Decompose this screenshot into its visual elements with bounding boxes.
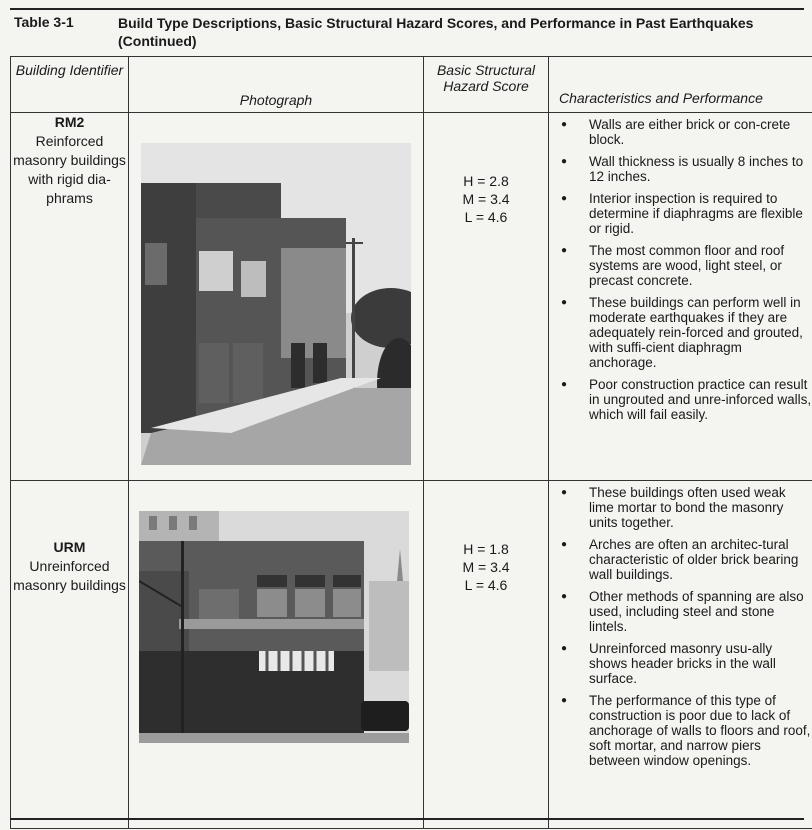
score-moderate: M = 3.4: [462, 191, 510, 207]
list-item: ● Arches are often an architec-tural characteristic of older brick bearing wall buildings.: [549, 537, 812, 582]
photo-cell: [129, 481, 424, 829]
photo-cell: [129, 113, 424, 481]
header-row: [11, 57, 812, 113]
building-type-table: [10, 56, 812, 829]
score-cell: [424, 113, 549, 481]
header-characteristics: Characteristics and Performance: [549, 57, 812, 113]
building-description: Unreinforced masonry buildings: [13, 558, 126, 593]
characteristics-list: [549, 113, 812, 422]
top-rule: [10, 8, 804, 10]
list-item: ● These buildings often used weak lime mortar to bond the masonry units together.: [549, 485, 812, 530]
table-row-urm: [11, 481, 812, 829]
list-item: ● Interior inspection is required to determine if diaphragms are flexible or rigid.: [549, 191, 812, 236]
score-cell: [424, 481, 549, 829]
list-item: ● The most common floor and roof systems are wood, light steel, or precast concrete.: [549, 243, 812, 288]
list-item: ● These buildings can perform well in moderate earthquakes if they are adequately rein-forced and grouted, with suffi-cient diaphragm anchorage.: [549, 295, 812, 370]
building-description: Reinforced masonry buildings with rigid dia-phrams: [13, 133, 126, 206]
score-low: L = 4.6: [464, 577, 508, 593]
identifier-cell: [11, 113, 129, 481]
score-moderate: M = 3.4: [462, 559, 510, 575]
list-item: ● The performance of this type of construction is poor due to lack of anchorage of walls to floors and roof, soft mortar, and narrow piers between window openings.: [549, 693, 812, 768]
list-item: ● Walls are either brick or con-crete block.: [549, 117, 812, 147]
building-code: URM: [53, 539, 86, 555]
building-photo-icon: [139, 511, 409, 743]
hazard-scores: [424, 172, 548, 226]
list-item: ● Wall thickness is usually 8 inches to 12 inches.: [549, 154, 812, 184]
score-high: H = 2.8: [463, 173, 509, 189]
building-code: RM2: [54, 114, 85, 130]
list-item: ● Poor construction practice can result in ungrouted and unre-inforced walls, which will fail easily.: [549, 377, 812, 422]
list-item: ● Other methods of spanning are also used, including steel and stone lintels.: [549, 589, 812, 634]
header-identifier: Building Identifier: [11, 57, 129, 113]
identifier-cell: [11, 481, 129, 829]
building-photo-icon: [141, 143, 411, 465]
characteristics-cell: [549, 481, 812, 829]
score-high: H = 1.8: [463, 541, 509, 557]
score-low: L = 4.6: [464, 209, 508, 225]
list-item: ● Unreinforced masonry usu-ally shows header bricks in the wall surface.: [549, 641, 812, 686]
characteristics-list: [549, 481, 812, 768]
table-label: Table 3-1: [14, 14, 74, 30]
table-row-rm2: [11, 113, 812, 481]
table-title: Build Type Descriptions, Basic Structural Hazard Scores, and Performance in Past Earthquakes (Continued): [118, 15, 754, 49]
header-score: Basic Structural Hazard Score: [424, 57, 549, 113]
hazard-scores: [424, 540, 548, 594]
characteristics-cell: [549, 113, 812, 481]
bottom-rule: [10, 818, 804, 820]
header-photograph: Photograph: [129, 57, 424, 113]
